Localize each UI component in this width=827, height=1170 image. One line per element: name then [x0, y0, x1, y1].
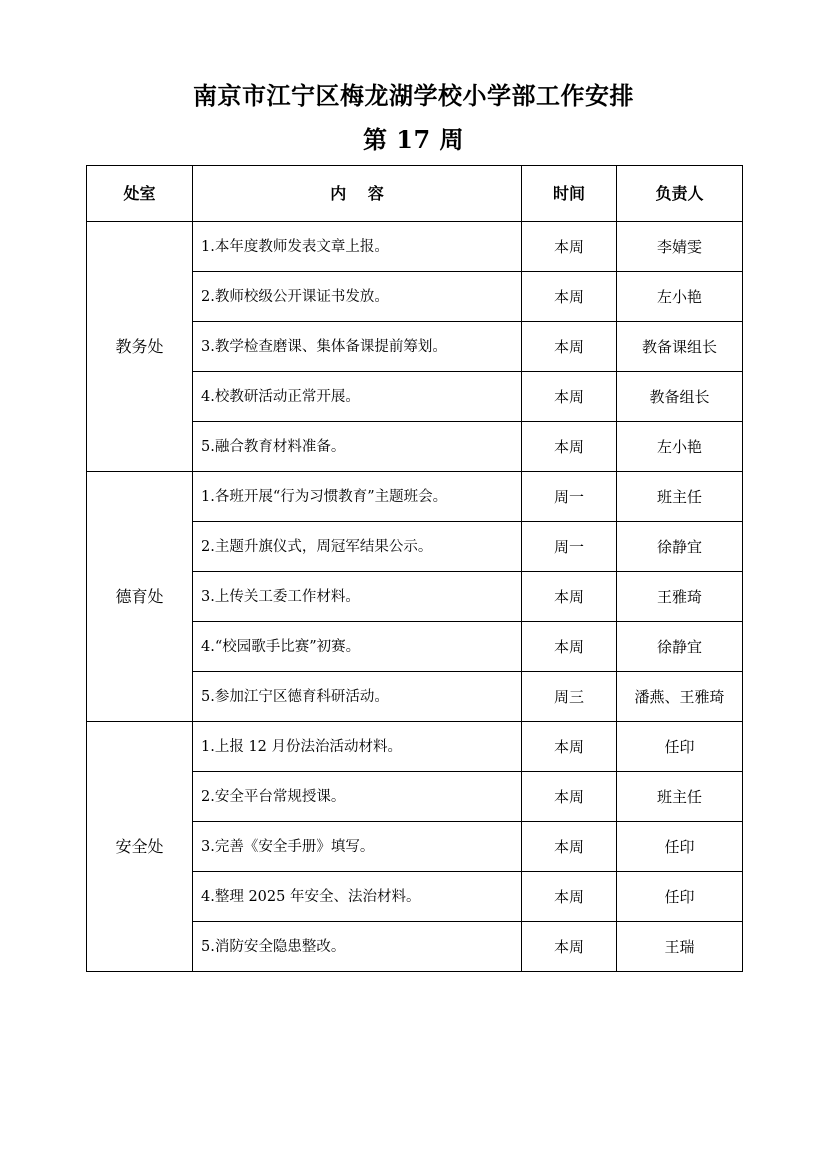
content-cell: 4.“校园歌手比赛”初赛。 — [193, 622, 522, 672]
owner-cell: 潘燕、王雅琦 — [617, 672, 743, 722]
owner-cell: 班主任 — [617, 772, 743, 822]
schedule-table — [86, 165, 743, 972]
content-cell: 3.上传关工委工作材料。 — [193, 572, 522, 622]
table-row — [87, 722, 743, 772]
owner-cell: 教备组长 — [617, 372, 743, 422]
content-cell: 2.主题升旗仪式，周冠军结果公示。 — [193, 522, 522, 572]
week-label: 第 17 周 — [362, 125, 465, 154]
time-cell: 本周 — [522, 622, 617, 672]
time-cell: 本周 — [522, 772, 617, 822]
owner-cell: 任印 — [617, 722, 743, 772]
content-cell: 1.各班开展“行为习惯教育”主题班会。 — [193, 472, 522, 522]
owner-cell: 任印 — [617, 872, 743, 922]
header-content: 内 容 — [193, 166, 522, 222]
header-dept: 处室 — [87, 166, 193, 222]
owner-cell: 徐静宜 — [617, 522, 743, 572]
content-cell: 5.融合教育材料准备。 — [193, 422, 522, 472]
owner-cell: 教备课组长 — [617, 322, 743, 372]
time-cell: 本周 — [522, 922, 617, 972]
owner-cell: 李婧雯 — [617, 222, 743, 272]
content-cell: 2.教师校级公开课证书发放。 — [193, 272, 522, 322]
content-cell: 4.整理 2025 年安全、法治材料。 — [193, 872, 522, 922]
time-cell: 本周 — [522, 222, 617, 272]
time-cell: 本周 — [522, 722, 617, 772]
page-title: 南京市江宁区梅龙湖学校小学部工作安排 — [193, 81, 634, 110]
owner-cell: 任印 — [617, 822, 743, 872]
content-cell: 3.完善《安全手册》填写。 — [193, 822, 522, 872]
time-cell: 周一 — [522, 472, 617, 522]
content-cell: 2.安全平台常规授课。 — [193, 772, 522, 822]
content-cell: 4.校教研活动正常开展。 — [193, 372, 522, 422]
header-time: 时间 — [522, 166, 617, 222]
content-cell: 1.上报 12 月份法治活动材料。 — [193, 722, 522, 772]
content-cell: 3.教学检查磨课、集体备课提前筹划。 — [193, 322, 522, 372]
content-cell: 5.消防安全隐患整改。 — [193, 922, 522, 972]
schedule-body — [87, 222, 743, 972]
header-owner: 负责人 — [617, 166, 743, 222]
time-cell: 本周 — [522, 272, 617, 322]
dept-cell: 安全处 — [87, 722, 193, 972]
time-cell: 本周 — [522, 872, 617, 922]
owner-cell: 左小艳 — [617, 272, 743, 322]
time-cell: 本周 — [522, 822, 617, 872]
time-cell: 本周 — [522, 422, 617, 472]
header-row — [87, 166, 743, 222]
content-cell: 1.本年度教师发表文章上报。 — [193, 222, 522, 272]
table-row — [87, 472, 743, 522]
content-cell: 5.参加江宁区德育科研活动。 — [193, 672, 522, 722]
time-cell: 本周 — [522, 322, 617, 372]
time-cell: 周三 — [522, 672, 617, 722]
table-row — [87, 222, 743, 272]
dept-cell: 教务处 — [87, 222, 193, 472]
owner-cell: 左小艳 — [617, 422, 743, 472]
owner-cell: 徐静宜 — [617, 622, 743, 672]
time-cell: 本周 — [522, 372, 617, 422]
dept-cell: 德育处 — [87, 472, 193, 722]
owner-cell: 班主任 — [617, 472, 743, 522]
time-cell: 周一 — [522, 522, 617, 572]
owner-cell: 王雅琦 — [617, 572, 743, 622]
time-cell: 本周 — [522, 572, 617, 622]
owner-cell: 王瑞 — [617, 922, 743, 972]
